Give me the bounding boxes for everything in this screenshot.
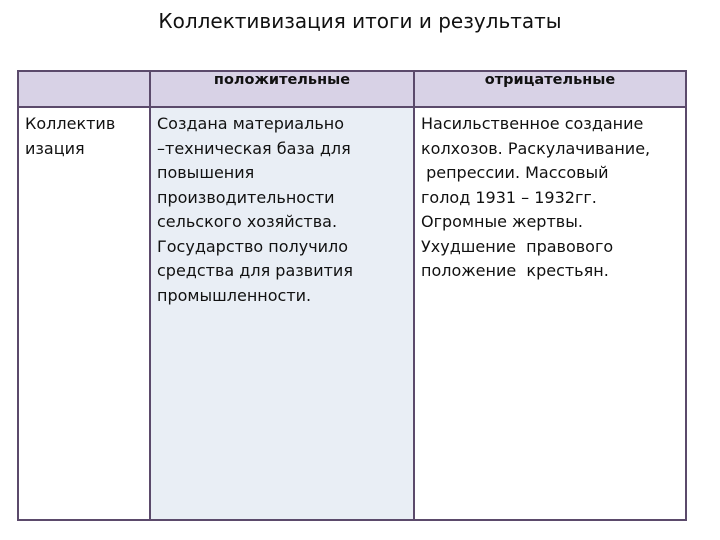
negative-cell xyxy=(414,107,686,520)
positive-line: Государство получило xyxy=(157,236,349,256)
header-positive: положительные xyxy=(150,71,414,107)
positive-line: промышленности. xyxy=(157,285,312,305)
header-negative: отрицательные xyxy=(414,71,686,107)
table-header-row xyxy=(18,71,686,107)
header-corner-cell xyxy=(18,71,150,107)
negative-line: голод 1931 – 1932гг. xyxy=(421,187,597,207)
positive-line: Создана материально xyxy=(157,114,344,133)
row-label-cell xyxy=(18,107,150,520)
positive-line: средства для развития xyxy=(157,261,353,280)
negative-line: положение крестьян. xyxy=(421,261,609,280)
positive-line: –техническая база для xyxy=(157,138,351,158)
negative-line: репрессии. Массовый xyxy=(421,163,609,182)
negative-line: Насильственное создание xyxy=(421,114,644,133)
negative-line: колхозов. Раскулачивание, xyxy=(421,138,651,158)
negative-text xyxy=(415,108,685,284)
row-label-text xyxy=(19,108,149,161)
positive-line: повышения xyxy=(157,163,255,182)
negative-line: Ухудшение правового xyxy=(421,236,614,256)
row-label-line: Коллектив xyxy=(25,114,116,133)
results-table xyxy=(17,70,687,521)
positive-text xyxy=(151,108,413,308)
slide-title: Коллективизация итоги и результаты xyxy=(158,9,562,33)
table-row xyxy=(18,107,686,520)
positive-cell xyxy=(150,107,414,520)
row-label-line: изация xyxy=(25,138,85,158)
positive-line: сельского хозяйства. xyxy=(157,212,338,231)
negative-line: Огромные жертвы. xyxy=(421,212,583,231)
positive-line: производительности xyxy=(157,187,335,207)
